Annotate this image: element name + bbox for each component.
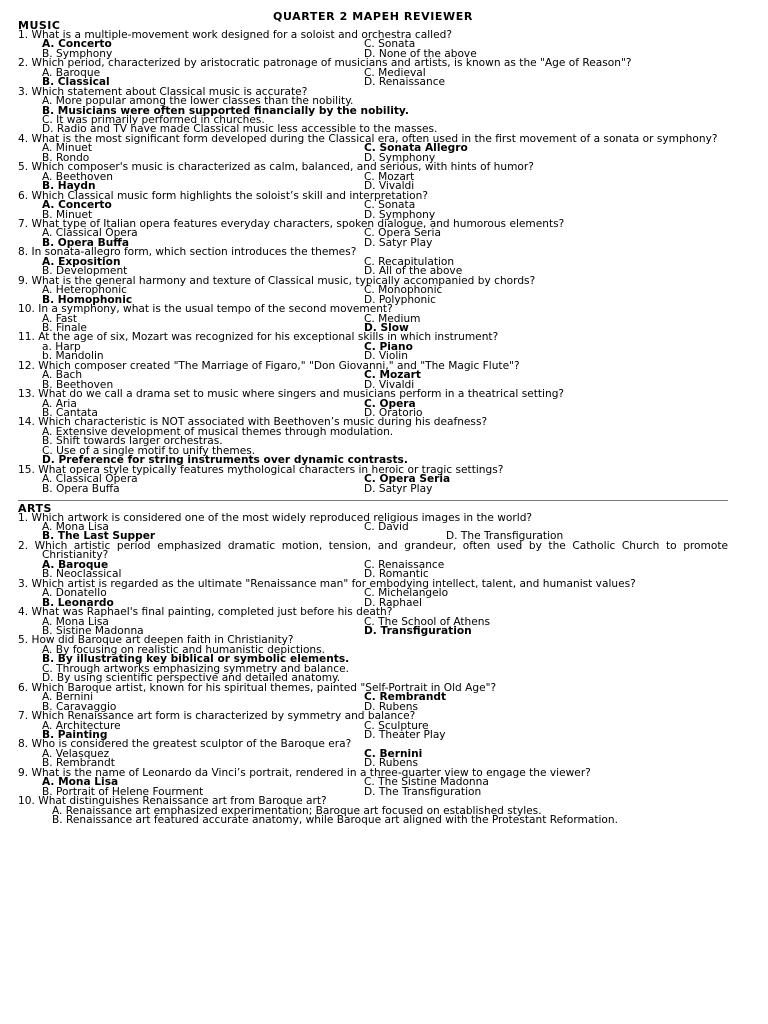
- answer-option: C. Use of a single motif to unify themes.: [42, 444, 256, 457]
- answer-option: B. Classical: [42, 76, 110, 89]
- question-item: [18, 681, 728, 713]
- answer-option: B. The Last Supper: [42, 530, 156, 543]
- answer-option: C. Michelangelo: [364, 587, 449, 600]
- answer-option: D. Satyr Play: [364, 236, 433, 249]
- answer-option: A. Baroque: [42, 66, 101, 79]
- question-item: [18, 248, 728, 276]
- answer-option: C. Piano: [364, 340, 413, 353]
- answer-option: B. Portrait of Helene Fourment: [42, 785, 204, 798]
- question-text: 10. What distinguishes Renaissance art from Baroque art?: [18, 795, 327, 808]
- answer-option: D. Radio and TV have made Classical music less accessible to the masses.: [42, 123, 438, 136]
- answer-option: A. Heterophonic: [42, 284, 127, 297]
- answer-option: D. The Transfiguration: [446, 530, 564, 543]
- answer-option: B. Sistine Madonna: [42, 625, 144, 637]
- answer-options: [18, 170, 728, 193]
- answer-option: D. By using scientific perspective and detailed anatomy.: [42, 672, 341, 685]
- question-item: [18, 608, 728, 636]
- question-item: [18, 418, 728, 465]
- answer-option: C. The Sistine Madonna: [364, 776, 489, 789]
- answer-option: D. Transfiguration: [364, 625, 472, 637]
- question-item: [18, 740, 728, 768]
- answer-option: C. Opera Seria: [364, 227, 441, 240]
- answer-option: B. By illustrating key biblical or symbolic elements.: [42, 653, 350, 666]
- answer-option: b. Mandolin: [42, 350, 104, 363]
- answer-option: B. Shift towards larger orchestras.: [42, 435, 223, 448]
- answer-option: C. David: [364, 521, 409, 534]
- answer-option: C. Sonata: [364, 38, 416, 51]
- answer-option: D. Vivaldi: [364, 378, 415, 391]
- question-text: 1. Which artwork is considered one of the most widely reproduced religious images in the world?: [18, 511, 533, 524]
- answer-options: [18, 475, 728, 494]
- answer-option: D. Oratorio: [364, 407, 423, 420]
- answer-option: B. Leonardo: [42, 596, 114, 609]
- question-item: [18, 217, 728, 249]
- answer-option: A. Bach: [42, 369, 83, 382]
- answer-option: A. Concerto: [42, 199, 112, 212]
- question-text: 9. What is the general harmony and texture of Classical music, typically accompanied by chords?: [18, 274, 536, 287]
- question-item: [18, 712, 728, 740]
- answer-option: D. Symphony: [364, 151, 436, 164]
- answer-option: B. Painting: [42, 728, 108, 741]
- answer-option: A. Bernini: [42, 691, 94, 704]
- answer-option: B. Renaissance art featured accurate anatomy, while Baroque art aligned with the Protestant Reformation.: [52, 814, 618, 827]
- answer-option: B. Finale: [42, 321, 87, 334]
- question-text: 6. Which Classical music form highlights the soloist’s skill and interpretation?: [18, 189, 428, 202]
- question-item: [18, 59, 728, 87]
- question-text: 4. What was Raphael's final painting, completed just before his death?: [18, 606, 393, 619]
- answer-option: B. Minuet: [42, 208, 93, 221]
- question-text: 2. Which period, characterized by aristocratic patronage of musicians and artists, is known as the "Age of Reason"?: [18, 57, 632, 70]
- question-item: [18, 577, 728, 609]
- question-text: 2. Which artistic period emphasized dramatic motion, tension, and grandeur, often used by the Catholic Church to promote Christianity?: [18, 539, 728, 562]
- answer-option: D. None of the above: [364, 47, 477, 60]
- answer-option: A. Extensive development of musical themes through modulation.: [42, 425, 394, 438]
- answer-option: D. Satyr Play: [364, 482, 433, 495]
- answer-option: C. Mozart: [364, 369, 421, 382]
- answer-option: C. Through artworks emphasizing symmetry and balance.: [42, 662, 349, 675]
- answer-option: C. Bernini: [364, 747, 423, 760]
- answer-option: C. Rembrandt: [364, 691, 447, 704]
- answer-option: D. Vivaldi: [364, 180, 415, 193]
- arts-heading: ARTS: [18, 502, 52, 516]
- answer-option: D. All of the above: [364, 265, 463, 278]
- question-item: [18, 463, 728, 495]
- question-item: [18, 511, 728, 543]
- question-text: 6. Which Baroque artist, known for his spiritual themes, painted "Self-Portrait in Old Age"?: [18, 681, 497, 694]
- answer-options: [18, 255, 728, 278]
- question-text: 10. In a symphony, what is the usual tempo of the second movement?: [18, 303, 393, 316]
- question-text: 8. Who is considered the greatest sculptor of the Baroque era?: [18, 738, 352, 751]
- question-item: [18, 163, 728, 191]
- answer-option: C. Medieval: [364, 66, 426, 79]
- answer-option: A. Architecture: [42, 719, 121, 732]
- question-text: 5. How did Baroque art deepen faith in Christianity?: [18, 634, 294, 647]
- answer-option: D. The Transfiguration: [364, 785, 482, 798]
- answer-option: D. Violin: [364, 350, 408, 363]
- answer-option: A. Renaissance art emphasized experimentation; Baroque art focused on established styles.: [52, 804, 542, 817]
- question-item: [18, 189, 728, 221]
- answer-options: [18, 66, 728, 89]
- answer-option: A. By focusing on realistic and humanistic depictions.: [42, 643, 326, 656]
- question-text: 1. What is a multiple-movement work designed for a soloist and orchestra called?: [18, 28, 452, 41]
- answer-option: D. Theater Play: [364, 728, 446, 741]
- answer-option: D. Polyphonic: [364, 293, 436, 306]
- answer-option: D. Symphony: [364, 208, 436, 221]
- answer-options: [18, 558, 728, 581]
- question-item: [18, 359, 728, 391]
- answer-option: C. Opera Seria: [364, 473, 451, 486]
- answer-option: A. Mona Lisa: [42, 615, 109, 628]
- question-item: [18, 539, 728, 581]
- answer-option: C. It was primarily performed in churches.: [42, 113, 265, 126]
- answer-option: A. Mona Lisa: [42, 776, 119, 789]
- question-text: 8. In sonata-allegro form, which section introduces the themes?: [18, 246, 357, 259]
- arts-question-list: [18, 511, 728, 827]
- question-item: [18, 305, 728, 333]
- question-text: 7. What type of Italian opera features everyday characters, spoken dialogue, and humorous elements?: [18, 217, 565, 230]
- answer-option: C. Recapitulation: [364, 255, 455, 268]
- answer-option: B. Caravaggio: [42, 700, 117, 713]
- question-text: 15. What opera style typically features mythological characters in heroic or tragic settings?: [18, 463, 504, 476]
- answer-option: a. Harp: [42, 340, 81, 353]
- answer-option: A. Classical Opera: [42, 473, 138, 486]
- question-item: [18, 333, 728, 361]
- answer-option: A. Concerto: [42, 38, 112, 51]
- answer-option: A. More popular among the lower classes than the nobility.: [42, 95, 354, 108]
- answer-option: D. Rubens: [364, 757, 418, 770]
- question-text: 5. Which composer's music is characterized as calm, balanced, and serious, with hints of humor?: [18, 161, 534, 174]
- section-divider: [18, 500, 728, 501]
- answer-option: D. Romantic: [364, 568, 429, 581]
- question-item: [18, 132, 728, 164]
- answer-option: A. Baroque: [42, 558, 109, 571]
- answer-option: C. The School of Athens: [364, 615, 490, 628]
- question-text: 11. At the age of six, Mozart was recognized for his exceptional skills in which instrument?: [18, 331, 499, 344]
- answer-option: A. Donatello: [42, 587, 107, 600]
- music-question-list: [18, 28, 728, 495]
- answer-option: A. Classical Opera: [42, 227, 138, 240]
- answer-option: C. Mozart: [364, 170, 415, 183]
- question-item: [18, 390, 728, 418]
- answer-option: C. Medium: [364, 312, 421, 325]
- answer-option: B. Haydn: [42, 180, 96, 193]
- question-text: 14. Which characteristic is NOT associated with Beethoven’s music during his deafness?: [18, 416, 488, 429]
- answer-option: A. Fast: [42, 312, 78, 325]
- answer-option: A. Minuet: [42, 142, 92, 155]
- answer-option: B. Development: [42, 265, 128, 278]
- question-item: [18, 28, 728, 60]
- answer-option: B. Musicians were often supported financially by the nobility.: [42, 104, 409, 117]
- answer-option: D. Raphael: [364, 596, 422, 609]
- answer-option: D. Renaissance: [364, 76, 446, 89]
- question-item: [18, 85, 728, 136]
- page-title: QUARTER 2 MAPEH REVIEWER: [273, 10, 473, 23]
- answer-option: B. Beethoven: [42, 378, 114, 391]
- answer-option: B. Neoclassical: [42, 568, 122, 581]
- question-item: [18, 636, 728, 683]
- answer-option: B. Opera Buffa: [42, 236, 129, 249]
- answer-option: C. Monophonic: [364, 284, 443, 297]
- answer-option: A. Beethoven: [42, 170, 113, 183]
- answer-option: A. Exposition: [42, 255, 121, 268]
- answer-option: B. Homophonic: [42, 293, 133, 306]
- question-text: 3. Which artist is regarded as the ultimate "Renaissance man" for embodying intellect, talent, and humanist values?: [18, 577, 636, 590]
- question-item: [18, 766, 728, 798]
- answer-option: C. Sonata: [364, 199, 416, 212]
- question-item: [18, 797, 728, 825]
- answer-options: [18, 747, 728, 770]
- answer-option: C. Opera: [364, 397, 416, 410]
- answer-option: B. Rembrandt: [42, 757, 115, 770]
- answer-option: B. Opera Buffa: [42, 482, 120, 495]
- answer-option: D. Rubens: [364, 700, 418, 713]
- answer-option: C. Sonata Allegro: [364, 142, 468, 155]
- question-text: 13. What do we call a drama set to music where singers and musicians perform in a theatrical setting?: [18, 388, 565, 401]
- answer-option: D. Preference for string instruments over dynamic contrasts.: [42, 454, 408, 467]
- answer-option: A. Aria: [42, 397, 77, 410]
- music-heading: MUSIC: [18, 19, 61, 33]
- answer-option: C. Renaissance: [364, 558, 445, 571]
- answer-option: D. Slow: [364, 321, 409, 334]
- answer-option: B. Symphony: [42, 47, 113, 60]
- question-item: [18, 274, 728, 306]
- question-text: 4. What is the most significant form developed during the Classical era, often used in the first movement of a sonata or symphony?: [18, 132, 718, 145]
- answer-option: C. Sculpture: [364, 719, 429, 732]
- answer-option: B. Rondo: [42, 151, 90, 164]
- answer-option: B. Cantata: [42, 407, 98, 420]
- question-text: 12. Which composer created "The Marriage of Figaro," "Don Giovanni," and "The Magic Flute"?: [18, 359, 520, 372]
- question-text: 9. What is the name of Leonardo da Vinci’s portrait, rendered in a three-quarter view to engage the viewer?: [18, 766, 591, 779]
- answer-options: [18, 340, 728, 363]
- answer-option: A. Mona Lisa: [42, 521, 109, 534]
- question-text: 3. Which statement about Classical music is accurate?: [18, 85, 308, 98]
- question-text: 7. Which Renaissance art form is characterized by symmetry and balance?: [18, 710, 416, 723]
- answer-option: A. Velasquez: [42, 747, 110, 760]
